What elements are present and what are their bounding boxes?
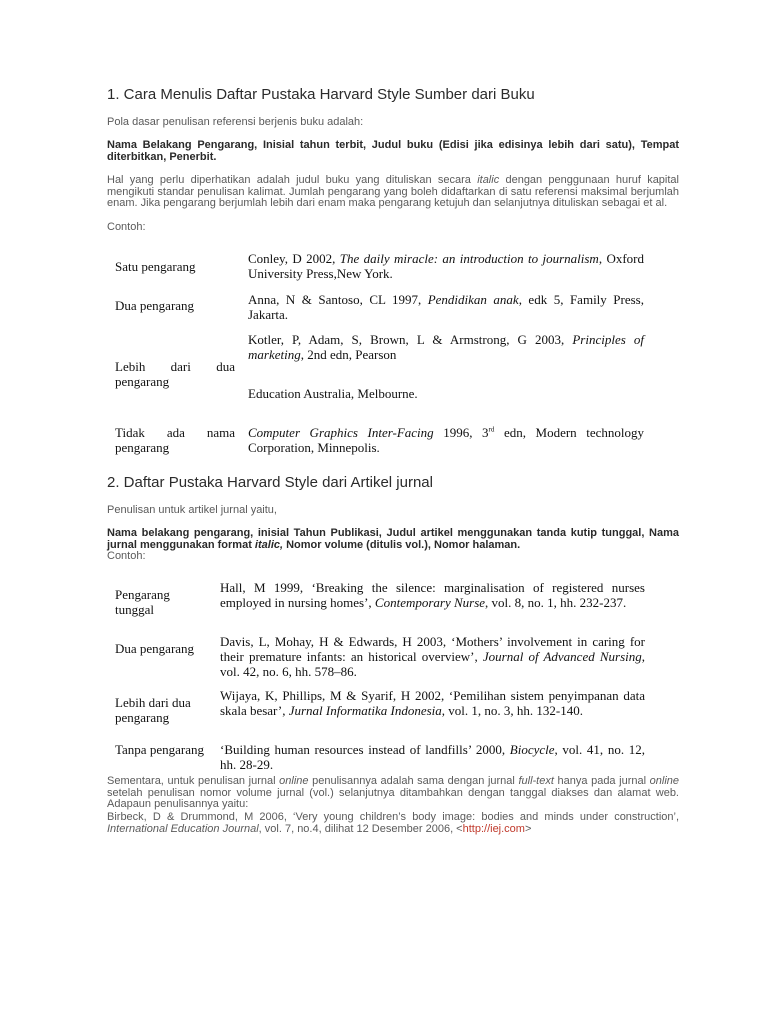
- book-row-reference: Anna, N & Santoso, CL 1997, Pendidikan anak, edk 5, Family Press, Jakarta.: [248, 292, 644, 322]
- book-row-reference: Kotler, P, Adam, S, Brown, L & Armstrong, G 2003, Principles of marketing, 2nd edn, Pearson: [248, 332, 644, 362]
- online-journal-example: Birbeck, D & Drummond, M 2006, ‘Very young children’s body image: bodies and minds under construction’, International Education Journal, vol. 7, no.4, dilihat 12 Desember 2006, <http://iej.com>: [107, 811, 679, 835]
- section2-pattern: Nama belakang pengarang, inisial Tahun Publikasi, Judul artikel menggunakan tanda kutip tunggal, Nama jurnal menggunakan format italic, Nomor volume (ditulis vol.), Nomor halaman.: [107, 527, 679, 551]
- journal-row-label: Tanpa pengarang: [115, 742, 204, 757]
- online-journal-note: Sementara, untuk penulisan jurnal online penulisannya adalah sama dengan jurnal full-text hanya pada jurnal online setelah penulisan nomor volume jurnal (vol.) selanjutnya ditambahkan dengan tanggal diakses dan alamat web. Adapaun penulisannya yaitu:: [107, 775, 679, 810]
- journal-row-label: Lebih dari dua pengarang: [115, 695, 191, 725]
- book-row-reference: Computer Graphics Inter-Facing 1996, 3rd edn, Modern technology Corporation, Minnepolis.: [248, 425, 644, 455]
- book-row-label: Tidak ada nama pengarang: [115, 425, 235, 455]
- section2-intro: Penulisan untuk artikel jurnal yaitu,: [107, 504, 277, 516]
- journal-row-reference: Hall, M 1999, ‘Breaking the silence: marginalisation of registered nurses employed in nursing homes’, Contemporary Nurse, vol. 8, no. 1, hh. 232-237.: [220, 580, 645, 610]
- section1-pattern: Nama Belakang Pengarang, Inisial tahun terbit, Judul buku (Edisi jika edisinya lebih dari satu), Tempat diterbitkan, Penerbit.: [107, 139, 679, 163]
- section1-contoh: Contoh:: [107, 221, 146, 233]
- section1-title: 1. Cara Menulis Daftar Pustaka Harvard Style Sumber dari Buku: [107, 86, 535, 103]
- section1-intro: Pola dasar penulisan referensi berjenis buku adalah:: [107, 116, 364, 128]
- book-row-reference-continued: Education Australia, Melbourne.: [248, 386, 418, 401]
- book-row-label: Lebih dari dua pengarang: [115, 359, 235, 389]
- book-row-reference: Conley, D 2002, The daily miracle: an introduction to journalism, Oxford University Press,New York.: [248, 251, 645, 281]
- section2-contoh: Contoh:: [107, 550, 146, 562]
- journal-row-label: Dua pengarang: [115, 641, 195, 656]
- book-row-label: Dua pengarang: [115, 298, 195, 313]
- journal-row-label: Pengarang tunggal: [115, 587, 170, 617]
- journal-row-reference: Wijaya, K, Phillips, M & Syarif, H 2002, ‘Pemilihan sistem penyimpanan data skala besar’, Jurnal Informatika Indonesia, vol. 1, no. 3, hh. 132-140.: [220, 688, 645, 718]
- section2-title: 2. Daftar Pustaka Harvard Style dari Artikel jurnal: [107, 474, 433, 491]
- book-row-label: Satu pengarang: [115, 259, 196, 274]
- journal-row-reference: Davis, L, Mohay, H & Edwards, H 2003, ‘Mothers’ involvement in caring for their premature infants: an historical overview’, Journal of Advanced Nursing, vol. 42, no. 6, hh. 578–86.: [220, 634, 645, 679]
- journal-row-reference: ‘Building human resources instead of landfills’ 2000, Biocycle, vol. 41, no. 12, hh. 28-29.: [220, 742, 645, 772]
- example-link[interactable]: http://iej.com: [462, 822, 525, 835]
- section1-note: Hal yang perlu diperhatikan adalah judul buku yang dituliskan secara italic dengan penggunaan huruf kapital mengikuti standar penulisan kalimat. Jumlah pengarang yang boleh didaftarkan di satu referensi maksimal berjumlah enam. Jika pengarang berjumlah lebih dari enam maka pengarang ketujuh dan selanjutnya dituliskan sebagai et al.: [107, 174, 679, 209]
